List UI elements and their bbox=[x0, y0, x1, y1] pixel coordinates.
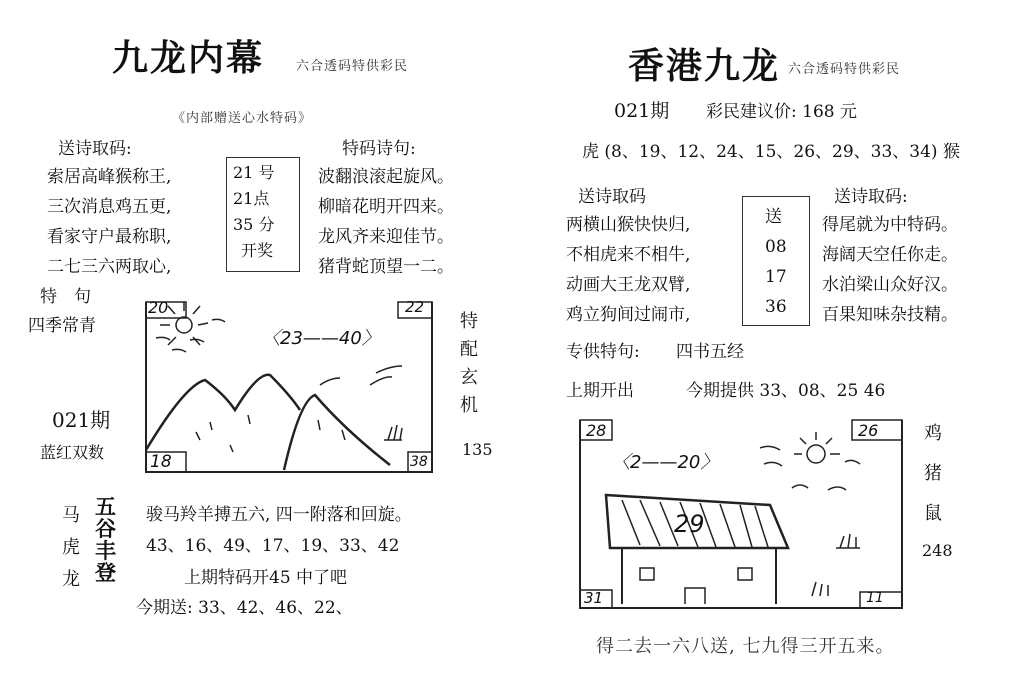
right-side-number: 248 bbox=[922, 541, 953, 560]
right-poem-line: 不相虎来不相牛, bbox=[566, 245, 691, 265]
left-chart-top-left: 20 bbox=[148, 298, 169, 317]
left-chart-range: 〈23——40〉 bbox=[262, 328, 380, 349]
window-icon bbox=[640, 568, 752, 604]
left-te-ju-label: 特 句 bbox=[40, 287, 91, 307]
right-house-number: 29 bbox=[674, 510, 705, 538]
right-last-label: 上期开出 bbox=[566, 381, 634, 401]
side-char: 特 bbox=[460, 311, 478, 332]
wugu-char: 谷 bbox=[95, 516, 116, 541]
animal-char: 马 bbox=[62, 505, 80, 526]
right-chart-top-left: 28 bbox=[586, 421, 607, 440]
left-poem-right-line: 柳暗花明开四来。 bbox=[318, 197, 454, 217]
right-subtitle: 六合透码特供彩民 bbox=[788, 62, 901, 77]
left-title: 九龙内幕 bbox=[112, 37, 265, 79]
left-poem-line: 二七三六两取心, bbox=[47, 257, 172, 277]
left-poem-right-line: 龙风齐来迎佳节。 bbox=[318, 227, 454, 247]
side-char: 机 bbox=[460, 395, 478, 416]
right-side-animals bbox=[924, 414, 942, 534]
grass-strokes bbox=[812, 534, 860, 596]
right-special-label: 专供特句: bbox=[566, 342, 640, 362]
right-price: 彩民建议价: 168 元 bbox=[706, 102, 857, 122]
side-animal: 鸡 bbox=[924, 423, 942, 444]
left-banner: 《内部赠送心水特码》 bbox=[172, 111, 313, 126]
box-number: 08 bbox=[765, 237, 787, 257]
box-number: 送 bbox=[765, 207, 782, 227]
side-animal: 鼠 bbox=[924, 503, 942, 524]
wugu-char: 登 bbox=[95, 560, 116, 585]
right-poem-right-line: 海阔天空任你走。 bbox=[822, 245, 958, 265]
left-poem-line: 三次消息鸡五更, bbox=[47, 197, 172, 217]
side-animal: 猪 bbox=[924, 463, 942, 484]
animal-char: 虎 bbox=[62, 537, 80, 558]
side-char: 配 bbox=[460, 339, 478, 360]
right-chart-range: 〈2——20〉 bbox=[612, 452, 719, 473]
sun-icon bbox=[794, 432, 840, 463]
right-poem-line: 鸡立狗间过闹市, bbox=[566, 305, 691, 325]
right-chart-bottom-right: 11 bbox=[866, 590, 884, 606]
animal-char: 龙 bbox=[62, 569, 80, 590]
right-poem-line: 动画大王龙双臂, bbox=[566, 275, 691, 295]
right-poem-line: 两横山猴快快归, bbox=[566, 215, 691, 235]
right-poem-header: 送诗取码 bbox=[578, 187, 646, 207]
right-special-value: 四书五经 bbox=[676, 342, 744, 362]
left-chart-top-right: 22 bbox=[405, 298, 425, 316]
right-poem-right-header: 送诗取码: bbox=[834, 187, 908, 207]
left-numbers-line: 43、16、49、17、19、33、42 bbox=[146, 536, 400, 556]
right-offer-line: 今期提供 33、08、25 46 bbox=[686, 381, 886, 401]
left-poem-right-line: 波翻浪滚起旋风。 bbox=[318, 167, 454, 187]
wugu-char: 丰 bbox=[95, 538, 116, 563]
left-poem-line: 骏马羚羊搏五六, 四一附落和回旋。 bbox=[146, 505, 412, 525]
left-poem-line: 看家守户最称职, bbox=[47, 227, 172, 247]
bird-strokes bbox=[760, 446, 860, 490]
draw-time-line: 开奖 bbox=[241, 241, 274, 260]
left-period-note: 蓝红双数 bbox=[40, 443, 105, 462]
left-poem-line: 索居高峰猴称王, bbox=[47, 167, 172, 187]
right-title: 香港九龙 bbox=[628, 45, 781, 87]
left-side-number: 135 bbox=[462, 440, 493, 459]
box-number: 36 bbox=[765, 297, 787, 317]
left-poem-header: 送诗取码: bbox=[58, 139, 132, 159]
right-poem-right-line: 百果知味杂技精。 bbox=[822, 305, 958, 325]
wugu-char: 五 bbox=[95, 494, 116, 519]
left-chart-bottom-right: 38 bbox=[410, 454, 428, 470]
right-chart-bottom-left: 31 bbox=[584, 589, 604, 607]
right-footer: 得二去一六八送, 七九得三开五来。 bbox=[596, 636, 895, 657]
left-te-ju-value: 四季常青 bbox=[28, 316, 96, 336]
left-last-period: 上期特码开45 中了吧 bbox=[184, 568, 348, 588]
left-poem-right-header: 特码诗句: bbox=[342, 139, 416, 159]
draw-time-line: 21点 bbox=[233, 189, 270, 208]
right-chart-top-right: 26 bbox=[858, 421, 879, 440]
left-period: 021期 bbox=[52, 408, 111, 432]
left-this-period: 今期送: 33、42、46、22、 bbox=[136, 598, 353, 618]
draw-time-line: 35 分 bbox=[233, 215, 275, 234]
right-poem-right-line: 水泊梁山众好汉。 bbox=[822, 275, 958, 295]
box-number: 17 bbox=[765, 267, 787, 287]
right-poem-right-line: 得尾就为中特码。 bbox=[822, 215, 958, 235]
draw-time-line: 21 号 bbox=[233, 163, 275, 182]
side-char: 玄 bbox=[460, 367, 478, 388]
right-tiger-line: 虎 (8、19、12、24、15、26、29、33、34) 猴 bbox=[582, 142, 960, 162]
house-walls bbox=[622, 548, 776, 604]
left-chart-bottom-left: 18 bbox=[150, 452, 172, 472]
right-period: 021期 bbox=[614, 100, 670, 122]
left-subtitle: 六合透码特供彩民 bbox=[296, 59, 409, 74]
left-poem-right-line: 猪背蛇顶望一二。 bbox=[318, 257, 454, 277]
